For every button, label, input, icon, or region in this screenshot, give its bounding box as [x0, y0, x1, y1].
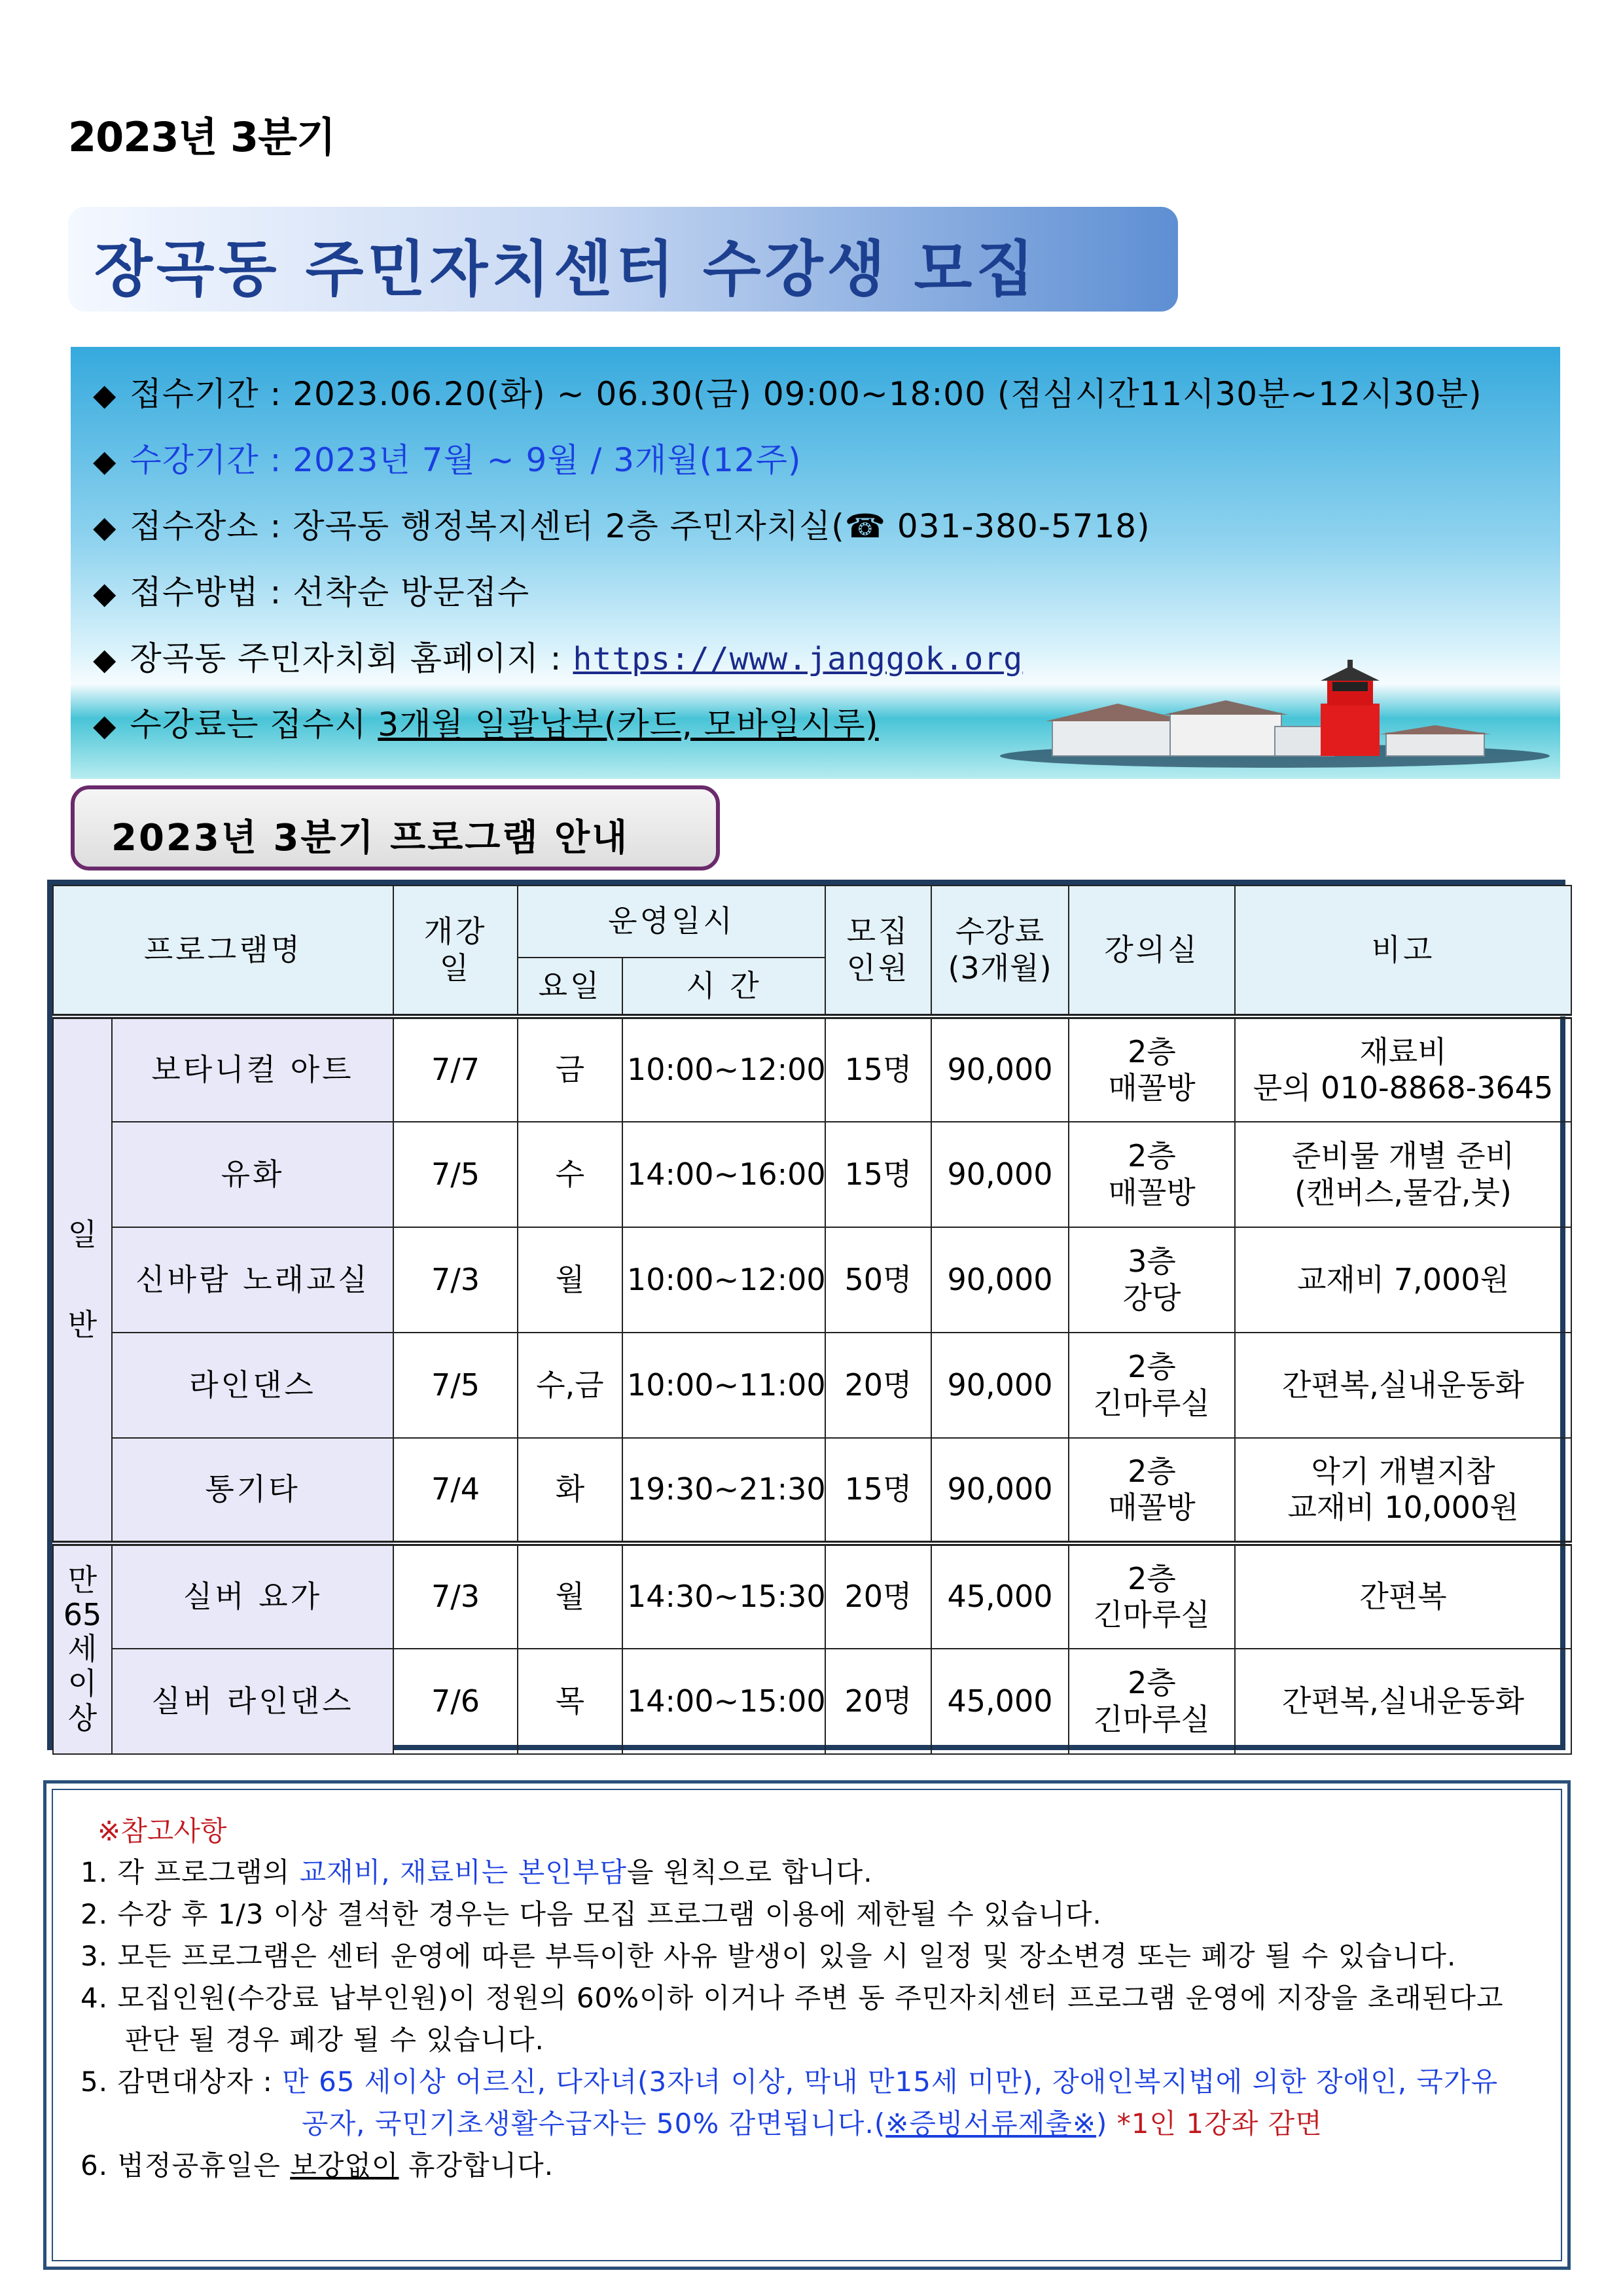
class-time: 10:00~12:00 — [622, 1227, 825, 1333]
room: 2층 긴마루실 — [1069, 1649, 1235, 1754]
note-item-1: 1. 각 프로그램의 교재비, 재료비는 본인부담을 원칙으로 합니다. — [80, 1856, 873, 1888]
room: 2층 매꼴방 — [1069, 1122, 1235, 1227]
diamond-bullet-icon: ◆ — [93, 443, 117, 478]
capacity: 15명 — [825, 1122, 931, 1227]
class-time: 14:00~15:00 — [622, 1649, 825, 1754]
header-program: 프로그램명 — [53, 886, 393, 1016]
info-panel — [71, 347, 1560, 779]
room: 2층 긴마루실 — [1069, 1543, 1235, 1649]
start-date: 7/3 — [393, 1543, 518, 1649]
info-item-place: ◆ 접수장소 : 장곡동 행정복지센터 2층 주민자치실(☎ 031-380-5718) — [93, 507, 1150, 545]
day-of-week: 금 — [518, 1016, 622, 1122]
room: 2층 긴마루실 — [1069, 1333, 1235, 1438]
table-row — [53, 1122, 1571, 1227]
start-date: 7/3 — [393, 1227, 518, 1333]
header-time: 시 간 — [622, 958, 825, 1016]
day-of-week: 수 — [518, 1122, 622, 1227]
diamond-bullet-icon: ◆ — [93, 377, 117, 412]
info-item-period: ◆ 접수기간 : 2023.06.20(화) ~ 06.30(금) 09:00~18:00 (점심시간11시30분~12시30분) — [93, 375, 1482, 413]
diamond-bullet-icon: ◆ — [93, 641, 117, 677]
table-header-row — [53, 886, 1571, 958]
table-row — [53, 1016, 1571, 1122]
schedule-table — [52, 885, 1572, 1755]
notes-box — [43, 1780, 1571, 2270]
class-time: 19:30~21:30 — [622, 1438, 825, 1543]
table-row — [53, 1227, 1571, 1333]
note: 재료비 문의 010-8868-3645 — [1235, 1016, 1571, 1122]
info-item-course-period: ◆ 수강기간 : 2023년 7월 ~ 9월 / 3개월(12주) — [93, 441, 802, 479]
table-row — [53, 1649, 1571, 1754]
program-name: 통기타 — [112, 1438, 393, 1543]
diamond-bullet-icon: ◆ — [93, 509, 117, 545]
note: 교재비 7,000원 — [1235, 1227, 1571, 1333]
note-item-4: 4. 모집인원(수강료 납부인원)이 정원의 60%이하 이거나 주변 동 주민자치센터 프로그램 운영에 지장을 초래된다고 — [80, 1982, 1504, 2014]
program-name: 신바람 노래교실 — [112, 1227, 393, 1333]
info-item-homepage: ◆ 장곡동 주민자치회 홈페이지 : https://www.janggok.org — [93, 639, 1024, 677]
program-guide-tab — [71, 785, 720, 870]
title-banner — [68, 207, 1178, 312]
note: 간편복,실내운동화 — [1235, 1333, 1571, 1438]
note-item-4-cont: 판단 될 경우 폐강 될 수 있습니다. — [125, 2024, 544, 2056]
day-of-week: 목 — [518, 1649, 622, 1754]
page-title: 장곡동 주민자치센터 수강생 모집 — [94, 234, 1039, 304]
table-row — [53, 1438, 1571, 1543]
room: 2층 매꼴방 — [1069, 1016, 1235, 1122]
fee: 90,000 — [931, 1333, 1069, 1438]
program-name: 보타니컬 아트 — [112, 1016, 393, 1122]
header-room: 강의실 — [1069, 886, 1235, 1016]
program-name: 실버 라인댄스 — [112, 1649, 393, 1754]
note-item-3: 3. 모든 프로그램은 센터 운영에 따른 부득이한 사유 발생이 있을 시 일정 및 장소변경 또는 폐강 될 수 있습니다. — [80, 1940, 1457, 1972]
note-item-2: 2. 수강 후 1/3 이상 결석한 경우는 다음 모집 프로그램 이용에 제한될 수 있습니다. — [80, 1898, 1102, 1930]
note-item-5-cont: 공자, 국민기초생활수급자는 50% 감면됩니다.(※증빙서류제출※) *1인 1강좌 감면 — [302, 2108, 1323, 2140]
day-of-week: 화 — [518, 1438, 622, 1543]
note: 간편복 — [1235, 1543, 1571, 1649]
note: 준비물 개별 준비 (캔버스,물감,붓) — [1235, 1122, 1571, 1227]
notes-list — [80, 1852, 1504, 2187]
table-row — [53, 1543, 1571, 1649]
diamond-bullet-icon: ◆ — [93, 708, 117, 743]
note: 악기 개별지참 교재비 10,000원 — [1235, 1438, 1571, 1543]
fee: 90,000 — [931, 1227, 1069, 1333]
header-capacity: 모집 인원 — [825, 886, 931, 1016]
homepage-link[interactable]: https://www.janggok.org — [573, 641, 1024, 677]
capacity: 20명 — [825, 1333, 931, 1438]
class-time: 14:30~15:30 — [622, 1543, 825, 1649]
program-name: 라인댄스 — [112, 1333, 393, 1438]
day-of-week: 월 — [518, 1543, 622, 1649]
info-item-fee: ◆ 수강료는 접수시 3개월 일괄납부(카드, 모바일시루) — [93, 706, 879, 744]
fee: 90,000 — [931, 1016, 1069, 1122]
capacity: 15명 — [825, 1438, 931, 1543]
header-fee: 수강료 (3개월) — [931, 886, 1069, 1016]
fee: 45,000 — [931, 1649, 1069, 1754]
start-date: 7/6 — [393, 1649, 518, 1754]
day-of-week: 수,금 — [518, 1333, 622, 1438]
class-time: 14:00~16:00 — [622, 1122, 825, 1227]
room: 2층 매꼴방 — [1069, 1438, 1235, 1543]
program-guide-title: 2023년 3분기 프로그램 안내 — [111, 817, 630, 859]
header-schedule: 운영일시 — [518, 886, 825, 958]
lighthouse-illustration — [1000, 641, 1560, 772]
info-item-method: ◆ 접수방법 : 선착순 방문접수 — [93, 573, 530, 611]
class-time: 10:00~12:00 — [622, 1016, 825, 1122]
group-general: 일 반 — [53, 1016, 112, 1543]
group-senior: 만 65 세 이 상 — [53, 1543, 112, 1754]
capacity: 15명 — [825, 1016, 931, 1122]
header-note: 비고 — [1235, 886, 1571, 1016]
room: 3층 강당 — [1069, 1227, 1235, 1333]
start-date: 7/5 — [393, 1333, 518, 1438]
note-item-5: 5. 감면대상자 : 만 65 세이상 어르신, 다자녀(3자녀 이상, 막내 만15세 미만), 장애인복지법에 의한 장애인, 국가유 — [80, 2066, 1499, 2098]
fee: 90,000 — [931, 1122, 1069, 1227]
start-date: 7/7 — [393, 1016, 518, 1122]
class-time: 10:00~11:00 — [622, 1333, 825, 1438]
capacity: 20명 — [825, 1543, 931, 1649]
day-of-week: 월 — [518, 1227, 622, 1333]
program-name: 실버 요가 — [112, 1543, 393, 1649]
header-day: 요일 — [518, 958, 622, 1016]
table-row — [53, 1333, 1571, 1438]
capacity: 20명 — [825, 1649, 931, 1754]
header-start: 개강 일 — [393, 886, 518, 1016]
start-date: 7/4 — [393, 1438, 518, 1543]
start-date: 7/5 — [393, 1122, 518, 1227]
capacity: 50명 — [825, 1227, 931, 1333]
schedule-table-frame — [47, 880, 1565, 1750]
diamond-bullet-icon: ◆ — [93, 575, 117, 611]
note-item-6: 6. 법정공휴일은 보강없이 휴강합니다. — [80, 2149, 554, 2181]
notes-title: ※참고사항 — [98, 1815, 227, 1847]
program-name: 유화 — [112, 1122, 393, 1227]
fee: 45,000 — [931, 1543, 1069, 1649]
note: 간편복,실내운동화 — [1235, 1649, 1571, 1754]
quarter-label: 2023년 3분기 — [68, 113, 335, 161]
fee: 90,000 — [931, 1438, 1069, 1543]
